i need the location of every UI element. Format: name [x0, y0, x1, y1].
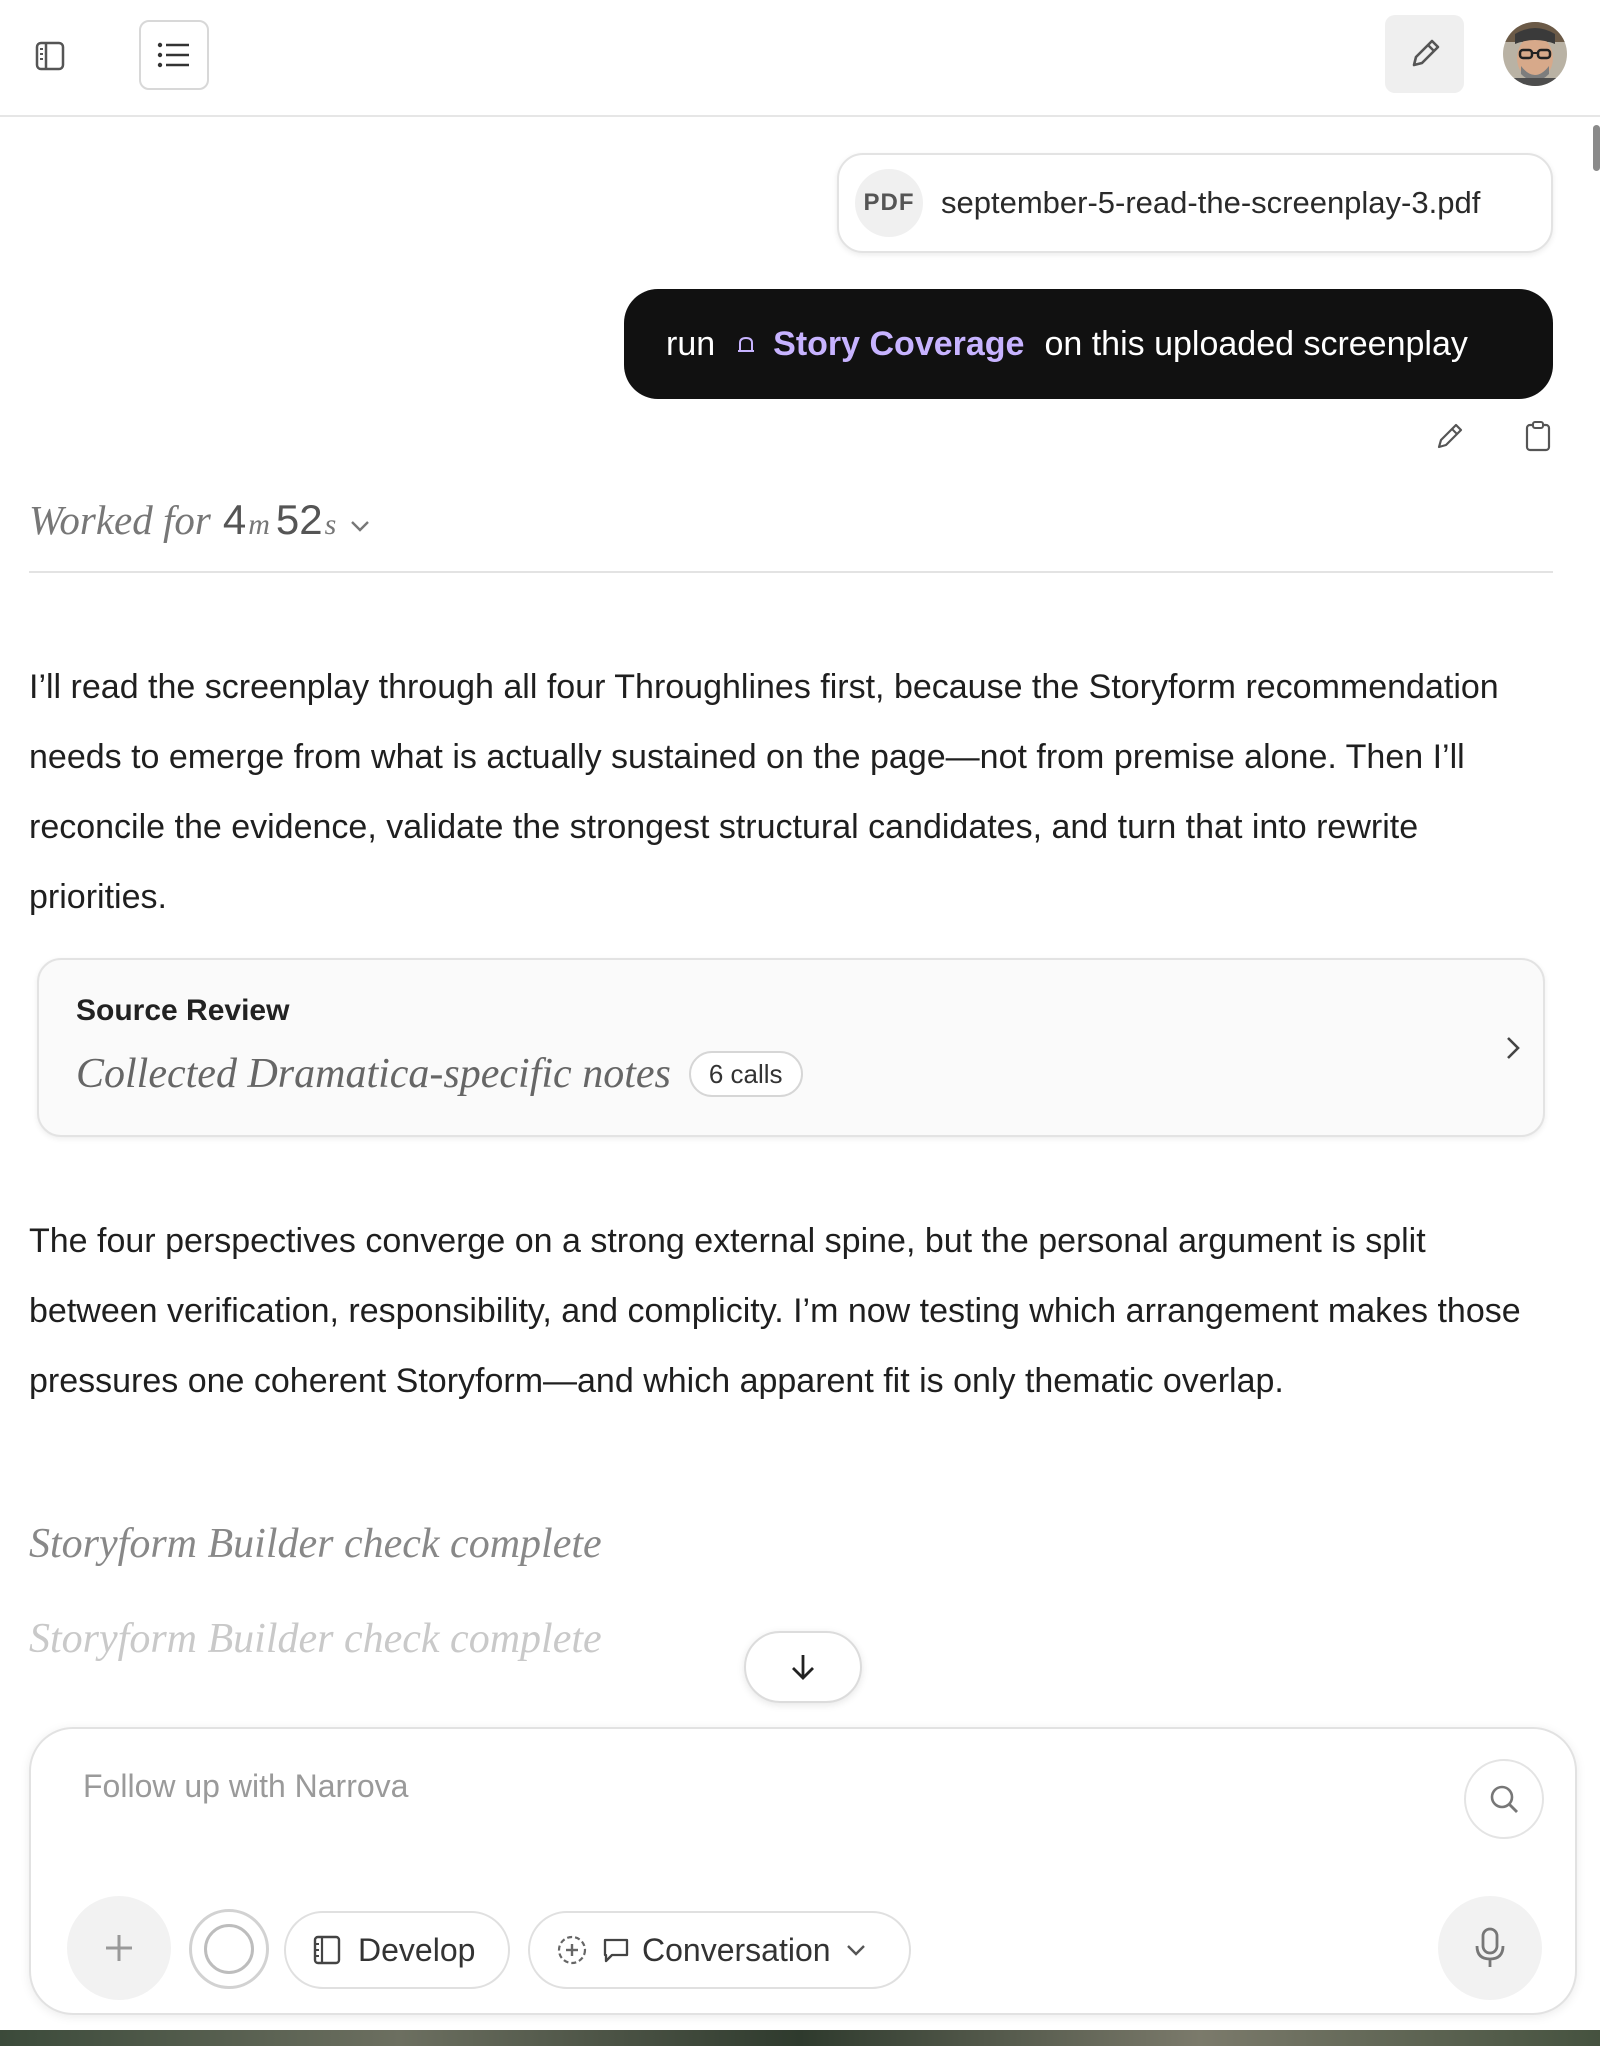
pdf-badge: PDF [855, 169, 923, 237]
card-subtitle: Collected Dramatica-specific notes [76, 1051, 671, 1097]
sidebar-toggle-button[interactable] [30, 36, 70, 76]
card-title: Source Review [76, 994, 290, 1027]
top-bar [0, 0, 1600, 117]
microphone-icon [1473, 1926, 1507, 1970]
conversation-label: Conversation [642, 1931, 831, 1968]
conversation-mode-dropdown[interactable] [528, 1911, 911, 1989]
message-actions [1432, 418, 1556, 454]
status-line-1: Storyform Builder check complete [29, 1521, 602, 1567]
message-prefix: run [666, 324, 716, 363]
search-icon [1488, 1783, 1520, 1815]
attachment-file-name: september-5-read-the-screenplay-3.pdf [941, 185, 1481, 220]
avatar-image [1503, 22, 1567, 86]
add-attachment-button[interactable] [67, 1896, 171, 2000]
chevron-down-icon [845, 1943, 867, 1957]
worked-duration-toggle[interactable] [29, 496, 372, 556]
mode-toggle-button[interactable] [189, 1909, 269, 1989]
book-icon [312, 1934, 342, 1966]
attachment-chip[interactable] [837, 153, 1553, 253]
search-button[interactable] [1464, 1759, 1544, 1839]
microphone-button[interactable] [1438, 1896, 1542, 2000]
calls-badge: 6 calls [689, 1051, 803, 1097]
assistant-paragraph-2: The four perspectives converge on a strong external spine, but the personal argument is split between verification, responsibility, and complicity. I’m now testing which arrangement makes those pressures one coherent Storyform—and which apparent fit is only thematic overlap. [29, 1222, 1521, 1400]
develop-label: Develop [358, 1931, 476, 1968]
develop-button[interactable] [284, 1911, 510, 1989]
sidebar-toggle-icon [35, 41, 65, 71]
worked-minutes: 4 [222, 496, 247, 543]
worked-minutes-unit: m [248, 508, 270, 541]
copy-message-button[interactable] [1520, 418, 1556, 454]
add-circle-icon [556, 1934, 588, 1966]
user-message-bubble [624, 289, 1553, 399]
worked-label: Worked for [29, 497, 211, 543]
worked-seconds-unit: s [324, 508, 337, 541]
composer [29, 1727, 1577, 2015]
edit-message-button[interactable] [1432, 418, 1468, 454]
chevron-right-icon [1495, 1026, 1531, 1070]
pencil-icon [1408, 37, 1442, 71]
new-chat-button[interactable] [1385, 15, 1464, 93]
arrow-down-icon [789, 1652, 817, 1682]
plus-icon [102, 1931, 136, 1965]
chevron-down-icon [348, 518, 372, 534]
circle-icon [204, 1924, 254, 1974]
status-line-2: Storyform Builder check complete [29, 1616, 602, 1662]
message-suffix: on this uploaded screenplay [1044, 324, 1468, 363]
skill-icon [737, 335, 755, 353]
scrollbar-thumb[interactable] [1593, 125, 1600, 171]
outline-button[interactable] [139, 20, 209, 90]
source-review-card[interactable] [37, 958, 1545, 1137]
background-wallpaper-strip [0, 2030, 1600, 2046]
divider [29, 571, 1553, 573]
clipboard-icon [1524, 420, 1552, 452]
assistant-paragraph-1: I’ll read the screenplay through all four Throughlines first, because the Storyform recommendation needs to emerge from what is actually sustained on the page—not from premise alone. Then I’ll reconcile the evidence, validate the strongest structural candidates, and turn that into rewrite priorities. [29, 668, 1499, 916]
list-icon [157, 41, 191, 69]
user-avatar[interactable] [1503, 22, 1567, 86]
pencil-icon [1435, 421, 1465, 451]
scroll-to-bottom-button[interactable] [744, 1631, 862, 1703]
worked-seconds: 52 [275, 496, 323, 543]
card-subtitle-row [76, 1050, 803, 1098]
skill-name[interactable]: Story Coverage [773, 324, 1025, 363]
follow-up-input[interactable] [83, 1761, 1383, 1811]
chat-bubble-icon [602, 1936, 630, 1964]
